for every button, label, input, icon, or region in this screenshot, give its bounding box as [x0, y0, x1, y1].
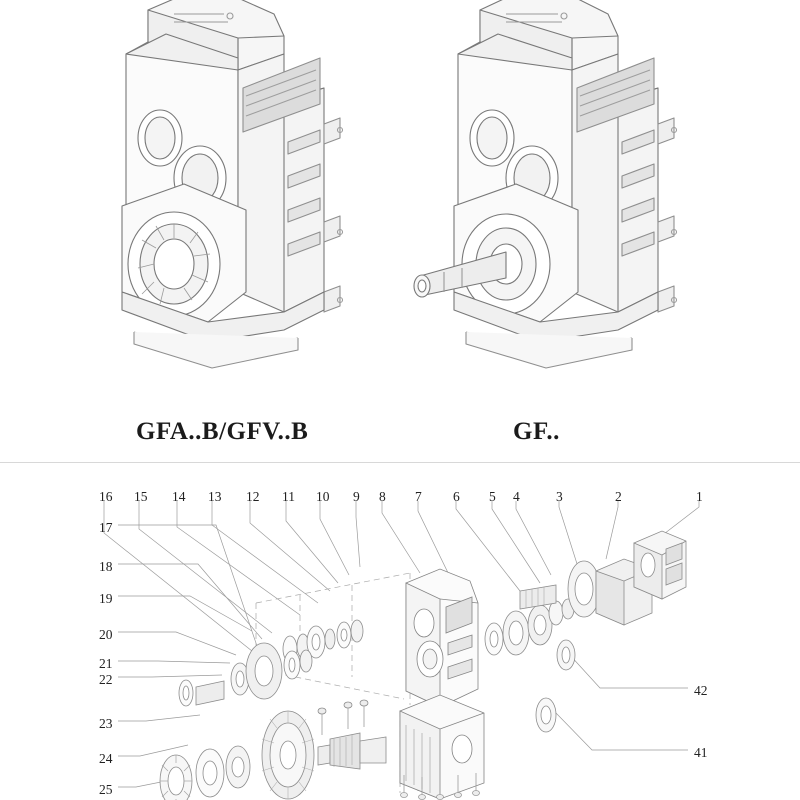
callout-22: 22 — [99, 672, 113, 687]
callout-16: 16 — [99, 489, 113, 504]
exploded-parts-diagram — [0, 463, 800, 800]
callout-41: 41 — [694, 745, 708, 760]
callout-17: 17 — [99, 520, 113, 535]
caption-right: GF.. — [513, 418, 560, 445]
callout-2: 2 — [615, 489, 622, 504]
callout-1: 1 — [696, 489, 703, 504]
callout-18: 18 — [99, 559, 113, 574]
callout-23: 23 — [99, 716, 113, 731]
callout-42: 42 — [694, 683, 708, 698]
caption-left: GFA..B/GFV..B — [136, 418, 309, 445]
callout-7: 7 — [415, 489, 422, 504]
callout-25: 25 — [99, 782, 113, 797]
gearbox-view-right — [400, 0, 720, 400]
callout-12: 12 — [246, 489, 260, 504]
gearbox-view-left — [88, 0, 388, 402]
callout-21: 21 — [99, 656, 113, 671]
callout-8: 8 — [379, 489, 386, 504]
exploded-parts-graphics — [0, 463, 800, 800]
callout-9: 9 — [353, 489, 360, 504]
callout-15: 15 — [134, 489, 148, 504]
callout-13: 13 — [208, 489, 222, 504]
callout-19: 19 — [99, 591, 113, 606]
callout-6: 6 — [453, 489, 460, 504]
callout-4: 4 — [513, 489, 520, 504]
callout-3: 3 — [556, 489, 563, 504]
callout-14: 14 — [172, 489, 186, 504]
callout-5: 5 — [489, 489, 496, 504]
callout-10: 10 — [316, 489, 330, 504]
callout-24: 24 — [99, 751, 113, 766]
callout-11: 11 — [282, 489, 295, 504]
callout-20: 20 — [99, 627, 113, 642]
